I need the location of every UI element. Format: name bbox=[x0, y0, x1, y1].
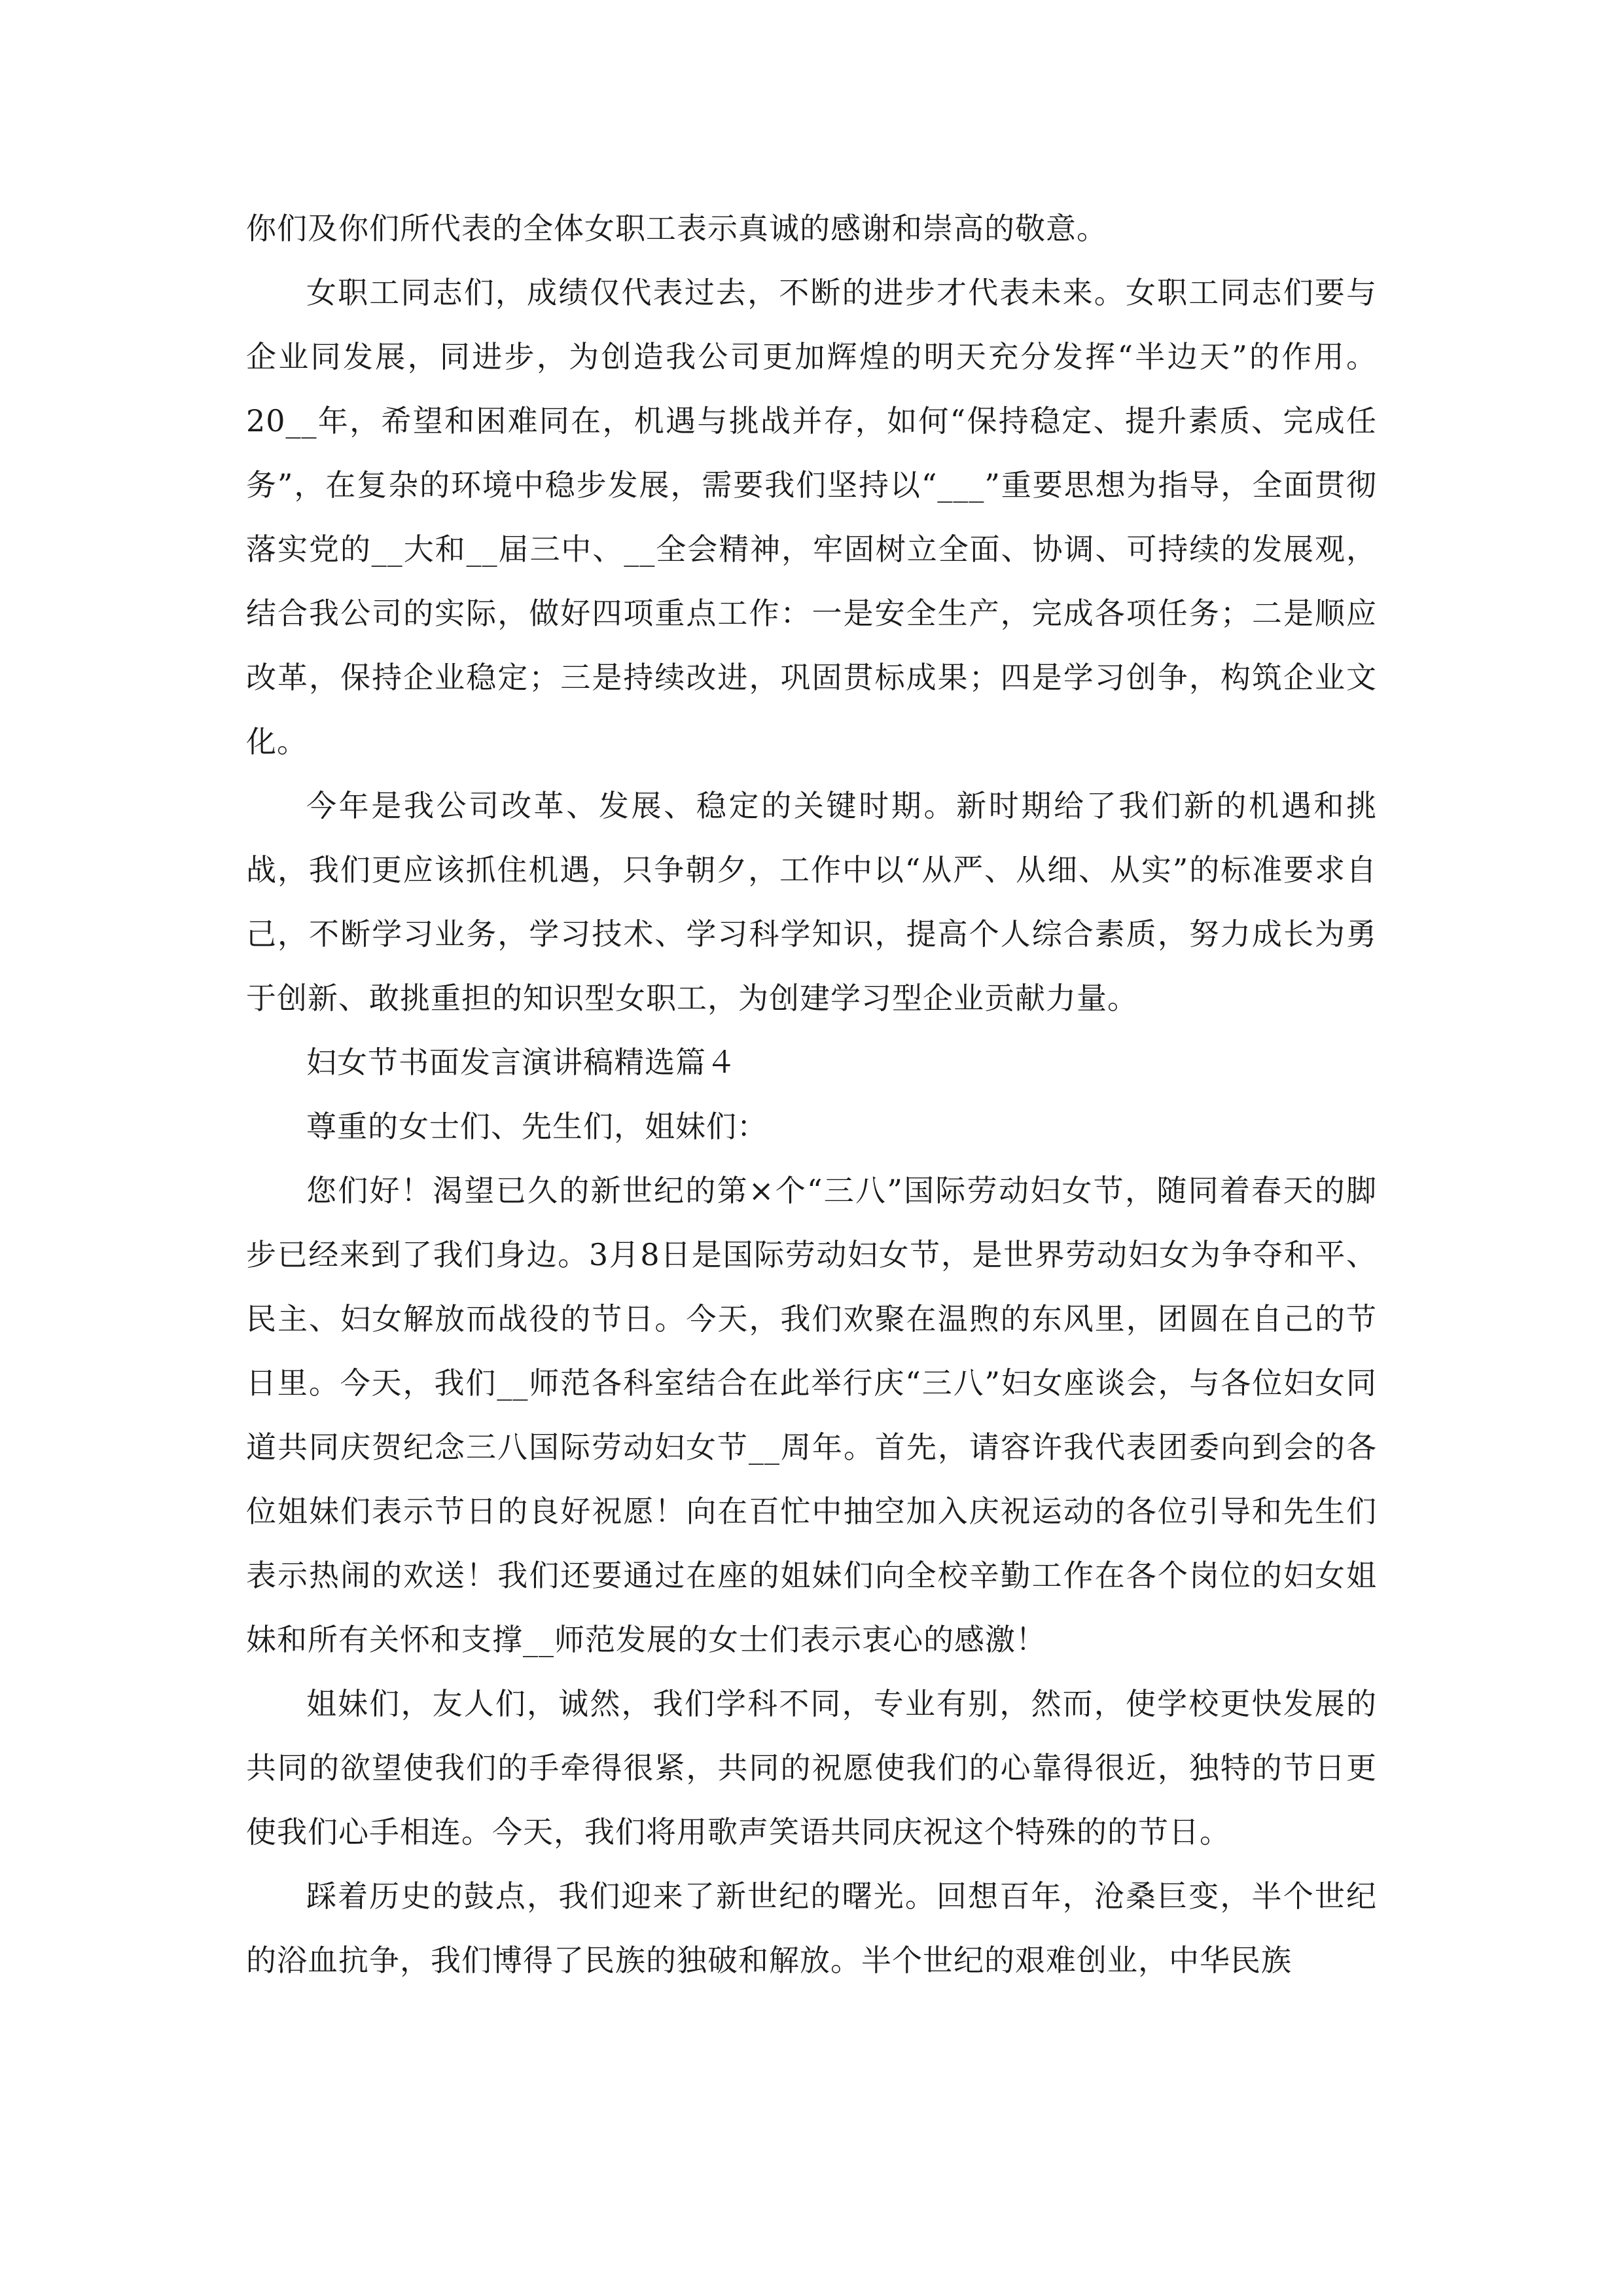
section-title: 妇女节书面发言演讲稿精选篇４ bbox=[306, 1045, 737, 1080]
paragraph: 今年是我公司改革、发展、稳定的关键时期。新时期给了我们新的机遇和挑战，我们更应该抓住机遇，只争朝夕，工作中以“从严、从细、从实”的标准要求自己，不断学习业务，学习技术、学习科学知识，提高个人综合素质，努力成长为勇于创新、敢挑重担的知识型女职工，为创建学习型企业贡献力量。 bbox=[246, 788, 1377, 1016]
paragraph: 姐妹们，友人们，诚然，我们学科不同，专业有别，然而，使学校更快发展的共同的欲望使我们的手牵得很紧，共同的祝愿使我们的心靠得很近，独特的节日更使我们心手相连。今天，我们将用歌声笑语共同庆祝这个特殊的的节日。 bbox=[246, 1686, 1377, 1850]
paragraph-continued: 你们及你们所代表的全体女职工表示真诚的感谢和崇高的敬意。 bbox=[246, 211, 1107, 246]
paragraph: 女职工同志们，成绩仅代表过去，不断的进步才代表未来。女职工同志们要与企业同发展，同进步，为创造我公司更加辉煌的明天充分发挥“半边天”的作用。20__年，希望和困难同在，机遇与挑战并存，如何“保持稳定、提升素质、完成任务”，在复杂的环境中稳步发展，需要我们坚持以“___”重要思想为指导，全面贯彻落实党的__大和__届三中、__全会精神，牢固树立全面、协调、可持续的发展观，结合我公司的实际，做好四项重点工作：一是安全生产，完成各项任务；二是顺应改革，保持企业稳定；三是持续改进，巩固贯标成果；四是学习创争，构筑企业文化。 bbox=[246, 275, 1377, 759]
paragraph: 您们好！渴望已久的新世纪的第×个“三八”国际劳动妇女节，随同着春天的脚步已经来到了我们身边。3月8日是国际劳动妇女节，是世界劳动妇女为争夺和平、民主、妇女解放而战役的节日。今天，我们欢聚在温煦的东风里，团圆在自己的节日里。今天，我们__师范各科室结合在此举行庆“三八”妇女座谈会，与各位妇女同道共同庆贺纪念三八国际劳动妇女节__周年。首先，请容许我代表团委向到会的各位姐妹们表示节日的良好祝愿！向在百忙中抽空加入庆祝运动的各位引导和先生们表示热闹的欢送！我们还要通过在座的姐妹们向全校辛勤工作在各个岗位的妇女姐妹和所有关怀和支撑__师范发展的女士们表示衷心的感激！ bbox=[246, 1173, 1377, 1657]
paragraph: 踩着历史的鼓点，我们迎来了新世纪的曙光。回想百年，沧桑巨变，半个世纪的浴血抗争，我们博得了民族的独破和解放。半个世纪的艰难创业，中华民族 bbox=[246, 1878, 1377, 1978]
salutation: 尊重的女士们、先生们，姐妹们： bbox=[306, 1109, 768, 1144]
document-body bbox=[246, 196, 1377, 1992]
